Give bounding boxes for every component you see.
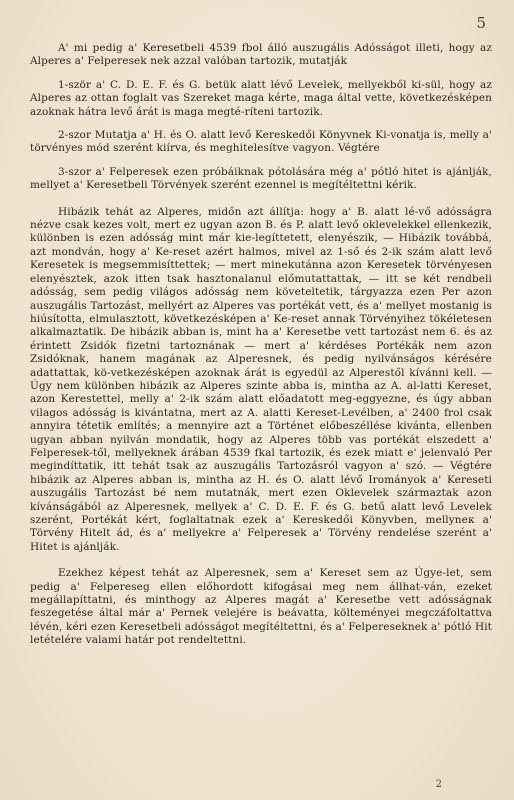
paragraph: Hibázik tehát az Alperes, midőn azt állítja: hogy a' B. alatt lé-vő adósságra nézve csak kezes volt, mert ez ugyan azon B. és P. alatt levő oklevelekkel ellenkezik, különben is ezen adósság mint már kie-legíttetett, elenyészik, — Hibázik továbbá, azt mondván, hogy a' Ke-reset azért halmos, mivel az 1-ső és 2-ik szám alatt levő Keresetek is megsemmisíttettek; — mert minekutánna azon Keresetek törvényesen elenyésztek, azok itten tsak hasztonalanul előmutattattak, — itt se két rendbeli adósság, sem pedig világos adósság nem követeltetik, tárgyazza ezen Per azon auszugális Tartozást, mellyért az Alperes vas portékát vett, és a' mellyet mostanig is hiúsította, elmulasztott, következésképen a' Ke-reset annak Törvényihez tökéletesen alkalmaztatik. De hibázik abban is, mint ha a' Keresetbe vett tartozást nem 6. és az érintett Zsidók fizetni tartoznának — mert a' kérdéses Portékák nem azon Zsidóknak, hanem magának az Alperesnek, és pedig nyilvánságos kérésére adattattak, kö-vetkezésképen azoknak árát is egyedül az Alperestől kívánni kell. — Úgy nem különben hibázik az Alperes szinte abba is, mintha az A. al-latti Kereset, azon Kerestettel, melly a' 2-ik szám alatt előadatott meg-eggyezne, és úgy abban vilagos adósság is kivántatna, mert az A. alatti Kereset-Levélben, a' 2400 frol csak annyira tétetik említés; a mennyire azt a Történet előbeszéllése kivánta, ellenben ugyan abban nyilván mondatik, hogy az Alperes több vas portékát elszedett a' Felperesek-től, mellyeknek árában 4539 fkal tartozik, és ezek miatt e' jelenvaló Per megindíttatik, itt tehát tsak az auszugális Tartozásról vagyon a' szó. — Végtére hibázik az Alperes abban is, mintha az H. és O. alatt lévő Irományok a' Kereseti auszugális Tartozást bé nem mutatnák, mert ezen Oklevelek származtak azon kívánságából az Alperesnek, mellyek a' C. D. E. F. és G. betű alatt levő Levelek szerént, Portékát kért, foglaltatnak ezek a' Kereskedői Könyvben, mellyneк a' Törvény Hitelt ád, és a' mellyekre a' Felperesek a' Törvény rendelése szerént a' Hitet is ajánlják.: [30, 205, 492, 553]
body-text: [30, 42, 492, 659]
paragraph: A' mi pedig a' Keresetbeli 4539 fbol álló auszugális Adósságot illeti, hogy az Alperes a' Felperesek nek azzal valóban tartozik, mutatják: [30, 42, 492, 68]
page-number: 5: [476, 14, 486, 32]
paragraph: Ezekhez képest tehát az Alperesnek, sem a' Kereset sem az Úgye-let, sem pedig a' Felpereseg ellen előhordott kifogásai meg nem állhat-ván, ezeket megállapíttatni, és minthogy az Alperes magát a' Keresetbe vett adósságnak feszegetése által már a' Pernek velejére is beávatta, költeményei megczáfoltattva lévén, kéri ezen Keresetbeli adósságot megítéltettni, és a' Felpereseknek a' pótló Hit letételére valami határ pot rendeltettni.: [30, 567, 492, 647]
paragraph: 3-szor a' Felperesek ezen próbáiknak pótolására még a' pótló hitet is ajánlják, mellyet a' Keresetbeli Törvények szerént ezennel is megítéltettni kérik.: [30, 165, 492, 192]
paragraph: 2-szor Mutatja a' H. és O. alatt levő Kereskedői Könyvnek Ki-vonatja is, melly a' törvényes mód szerént kiírva, és meghitelesítve vagyon. Végtére: [30, 129, 492, 155]
paragraph: 1-ször a' C. D. E. F. és G. betük alatt lévő Levelek, mellyekből ki-sül, hogy az Alperes az ottan foglalt vas Szereket maga kérte, maga által vette, következésképen azoknak hátra levő árát is maga megté-ríteni tartozik.: [30, 78, 492, 118]
signature-mark: 2: [435, 779, 442, 790]
